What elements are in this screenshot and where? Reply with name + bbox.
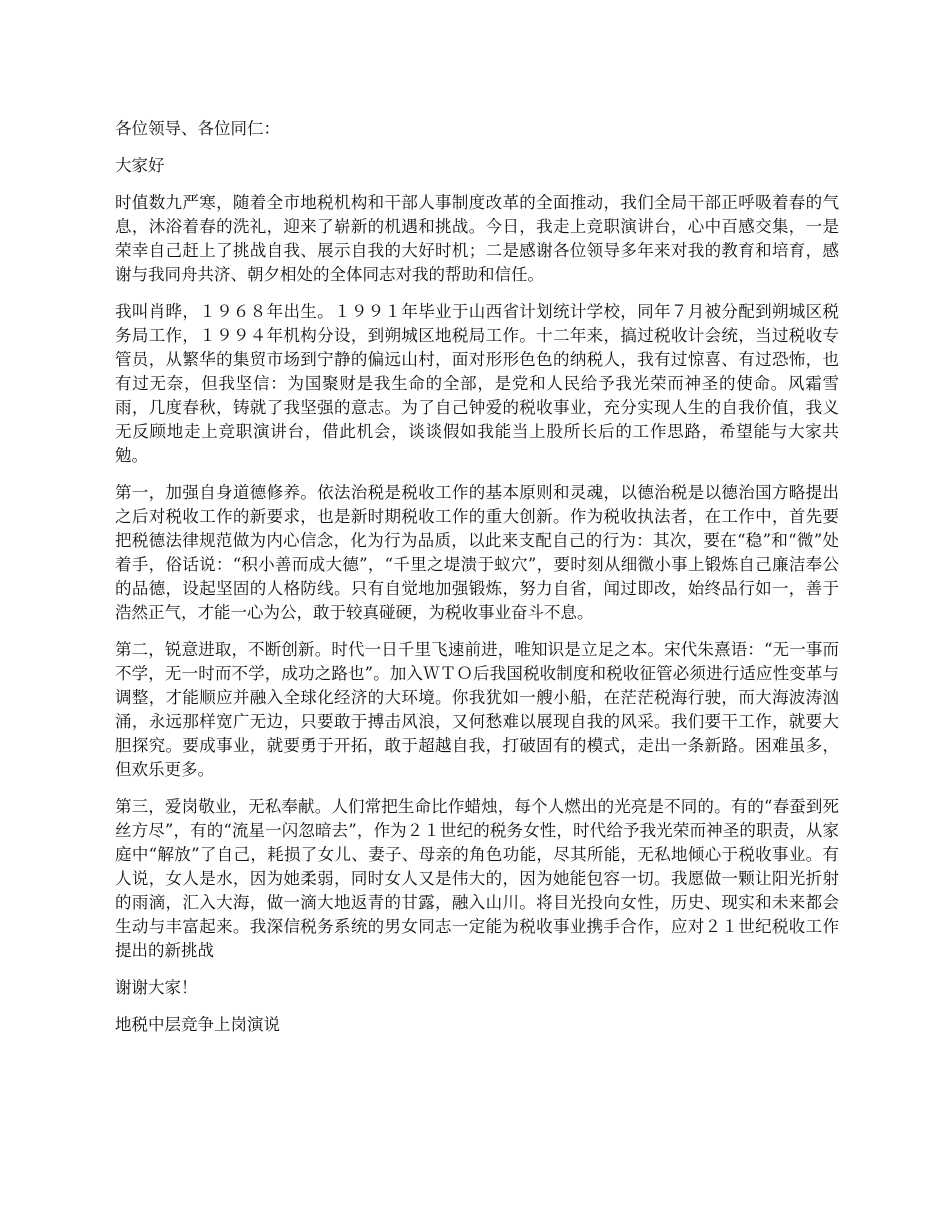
closing-thanks: 谢谢大家！ [115, 978, 198, 997]
document-title-footer: 地税中层竞争上岗演说 [115, 1015, 280, 1034]
paragraph-point-one: 第一，加强自身道德修养。依法治税是税收工作的基本原则和灵魂，以德治税是以德治国方略提出之后对税收工作的新要求，也是新时期税收工作的重大创新。作为税收执法者，在工作中，首先要把税德法律规范做为内心信念，化为行为品质，以此来支配自己的行为：其次，要在“稳”和“微”处着手，俗话说：“积小善而成大德”，“千里之堤溃于蚁穴”，要时刻从细微小事上锻炼自己廉洁奉公的品德，设起坚固的人格防线。只有自觉地加强锻炼，努力自省，闻过即改，始终品行如一，善于浩然正气，才能一心为公，敢于较真碰硬，为税收事业奋斗不息。 [115, 483, 839, 622]
document-page [115, 117, 839, 1050]
salutation: 各位领导、各位同仁： [115, 119, 280, 138]
paragraph-point-three: 第三，爱岗敬业，无私奉献。人们常把生命比作蜡烛，每个人燃出的光亮是不同的。有的“春蚕到死丝方尽”，有的“流星一闪忽暗去”，作为２１世纪的税务女性，时代给予我光荣而神圣的职责，从家庭中“解放”了自己，耗损了女儿、妻子、母亲的角色功能，尽其所能，无私地倾心于税收事业。有人说，女人是水，因为她柔弱，同时女人又是伟大的，因为她能包容一切。我愿做一颗让阳光折射的雨滴，汇入大海，做一滴大地返青的甘露，融入山川。将目光投向女性，历史、现实和未来都会生动与丰富起来。我深信税务系统的男女同志一定能为税收事业携手合作，应对２１世纪税收工作提出的新挑战 [115, 797, 839, 960]
paragraph-point-two: 第二，锐意进取，不断创新。时代一日千里飞速前进，唯知识是立足之本。宋代朱熹语：“无一事而不学，无一时而不学，成功之路也”。加入ＷＴＯ后我国税收制度和税收征管必须进行适应性变革与调整，才能顺应并融入全球化经济的大环境。你我犹如一艘小船，在茫茫税海行驶，而大海波涛汹涌，永远那样宽广无边，只要敢于搏击风浪，又何愁难以展现自我的风采。我们要干工作，就要大胆探究。要成事业，就要勇于开拓，敢于超越自我，打破固有的模式，走出一条新路。困难虽多，但欢乐更多。 [115, 640, 839, 779]
greeting: 大家好 [115, 156, 165, 175]
paragraph-self-introduction: 我叫肖晔，１９６８年出生。１９９１年毕业于山西省计划统计学校，同年７月被分配到朔城区税务局工作，１９９４年机构分设，到朔城区地税局工作。十二年来，搞过税收计会统，当过税收专管员，从繁华的集贸市场到宁静的偏远山村，面对形形色色的纳税人，我有过惊喜、有过恐怖，也有过无奈，但我坚信：为国聚财是我生命的全部，是党和人民给予我光荣而神圣的使命。风霜雪雨，几度春秋，铸就了我坚强的意志。为了自己钟爱的税收事业，充分实现人生的自我价值，我义无反顾地走上竞职演讲台，借此机会，谈谈假如我能当上股所长后的工作思路，希望能与大家共勉。 [115, 302, 839, 465]
paragraph-intro: 时值数九严寒，随着全市地税机构和干部人事制度改革的全面推动，我们全局干部正呼吸着春的气息，沐浴着春的洗礼，迎来了崭新的机遇和挑战。今日，我走上竞职演讲台，心中百感交集，一是荣幸自己赶上了挑战自我、展示自我的大好时机；二是感谢各位领导多年来对我的教育和培育，感谢与我同舟共济、朝夕相处的全体同志对我的帮助和信任。 [115, 193, 839, 284]
